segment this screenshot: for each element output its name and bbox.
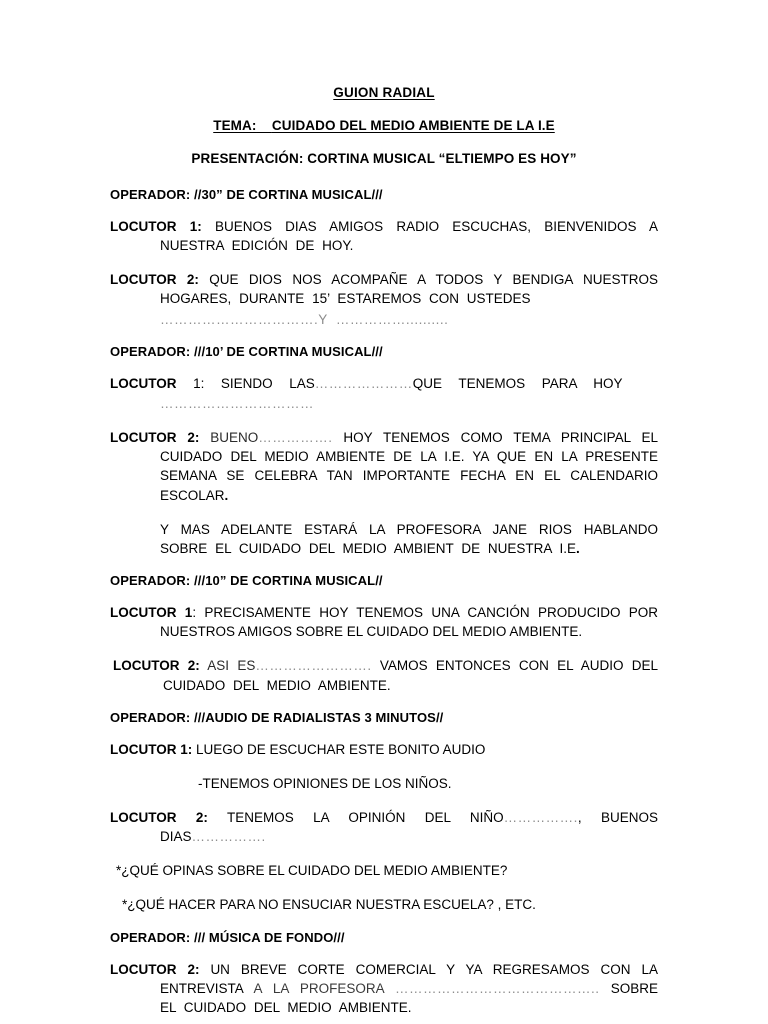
speaker-number: 1: (193, 375, 205, 391)
fill-in-blank-2: ……………. (191, 829, 266, 845)
presentacion-heading: PRESENTACIÓN: CORTINA MUSICAL “ELTIEMPO ES HOY” (191, 151, 577, 166)
fill-in-blank: …………………………………….. (395, 980, 600, 996)
speaker-label: LOCUTOR (110, 809, 177, 825)
dialogue-locutor-1-hora (110, 374, 658, 413)
cue-operador-4: OPERADOR: ///AUDIO DE RADIALISTAS 3 MINUTOS// (110, 709, 444, 725)
speaker-label: LOCUTOR 1: (110, 219, 202, 234)
dialogue-locutor-1-intro (110, 217, 658, 255)
fill-in-blank-tail: …………………………… (160, 395, 314, 411)
speaker-label: LOCUTOR 2: (110, 430, 200, 446)
speaker-label: LOCUTOR (110, 375, 177, 391)
fill-in-blank: ………………… (314, 375, 413, 391)
fill-in-blank: ……………. (503, 809, 578, 825)
dialogue-locutor-2-bendicion (110, 270, 658, 328)
question-item-1: *¿QUÉ OPINAS SOBRE EL CUIDADO DEL MEDIO AMBIENTE? (116, 863, 508, 879)
dialogue-locutor-2-opinion (110, 808, 658, 846)
dialogue-locutor-2-asi-es (110, 656, 658, 694)
dialogue-text: QUE DIOS NOS ACOMPAÑE A TODOS Y BENDIGA NUESTROS HOGARES, DURANTE 15’ ESTAREMOS CON USTEDES (160, 272, 658, 307)
dialogue-text: ASI ES (207, 658, 256, 674)
dialogue-text: SIENDO LAS (220, 375, 315, 391)
dialogue-text: LUEGO DE ESCUCHAR ESTE BONITO AUDIO (196, 741, 486, 757)
fill-in-blank: ……………………. (255, 658, 372, 674)
speaker-number: 2: (195, 809, 208, 825)
speaker-label: LOCUTOR 2: (110, 272, 199, 288)
cue-operador-3: OPERADOR: ///10” DE CORTINA MUSICAL// (110, 573, 383, 589)
dialogue-text-cont: SOBRE EL CUIDADO DEL MEDIO AMBIENTE. (160, 980, 658, 1015)
tema-value: CUIDADO DEL MEDIO AMBIENTE DE LA I.E (271, 118, 555, 133)
dialogue-text: Y MAS ADELANTE ESTARÁ LA PROFESORA JANE RIOS HABLANDO SOBRE EL CUIDADO DEL MEDIO AMBIENT DE NUESTRA I.E (160, 521, 658, 556)
speaker-label: LOCUTOR 1: (110, 741, 193, 757)
cue-operador-1: OPERADOR: //30” DE CORTINA MUSICAL/// (110, 187, 383, 202)
fill-in-blank: ……………. (258, 430, 333, 446)
dialogue-profesora-anuncio (110, 520, 658, 558)
speaker-label: LOCUTOR 2: (113, 658, 200, 674)
dialogue-text: BUENO (210, 430, 259, 446)
tema-heading (110, 118, 658, 133)
note-opiniones-ninos: -TENEMOS OPINIONES DE LOS NIÑOS. (198, 775, 452, 791)
page-title-text: GUION RADIAL (333, 85, 435, 100)
dialogue-text-cont: VAMOS ENTONCES CON EL AUDIO DEL CUIDADO DEL MEDIO AMBIENTE. (163, 658, 658, 693)
dialogue-text: BUENOS DIAS AMIGOS RADIO ESCUCHAS, BIENVENIDOS A NUESTRA EDICIÓN DE HOY. (160, 219, 659, 254)
question-item-2: *¿QUÉ HACER PARA NO ENSUCIAR NUESTRA ESCUELA? , ETC. (122, 897, 536, 913)
dialogue-text-cont: , BUENOS DIAS (160, 809, 659, 845)
cue-operador-2: OPERADOR: ///10’ DE CORTINA MUSICAL/// (110, 343, 383, 359)
speaker-label: LOCUTOR 2: (110, 961, 200, 977)
dialogue-locutor-2-corte (110, 960, 658, 1017)
cue-operador-5: OPERADOR: /// MÚSICA DE FONDO/// (110, 929, 345, 945)
dialogue-locutor-1-luego (110, 740, 658, 759)
dialogue-text-cont: QUE TENEMOS PARA HOY (412, 375, 623, 391)
dialogue-locutor-2-tema (110, 428, 658, 505)
speaker-label: LOCUTOR 1 (110, 605, 193, 621)
dialogue-text-light: A LA PROFESORA (253, 980, 384, 996)
dialogue-locutor-1-cancion (110, 603, 658, 641)
tema-label: TEMA: (213, 118, 257, 133)
sentence-period: . (575, 540, 580, 556)
page-title (110, 85, 658, 100)
dialogue-text: PRECISAMENTE HOY TENEMOS UNA CANCIÓN PRODUCIDO POR NUESTROS AMIGOS SOBRE EL CUIDADO DEL MEDIO AMBIENTE. (160, 605, 658, 640)
speaker-colon: : (192, 605, 197, 621)
dialogue-text: UN BREVE CORTE COMERCIAL Y YA REGRESAMOS CON LA ENTREVISTA (160, 961, 658, 996)
fill-in-blank: …………………………….Y …………….......... (160, 311, 449, 327)
dialogue-text-cont: HOY TENEMOS COMO TEMA PRINCIPAL EL CUIDADO DEL MEDIO AMBIENTE DE LA I.E. YA QUE EN LA PRESENTE SEMANA SE CELEBRA TAN IMPORTANTE FECHA EN EL CALENDARIO ESCOLAR (160, 430, 658, 503)
dialogue-text: TENEMOS LA OPINIÓN DEL NIÑO (227, 809, 504, 825)
sentence-period: . (224, 487, 229, 503)
